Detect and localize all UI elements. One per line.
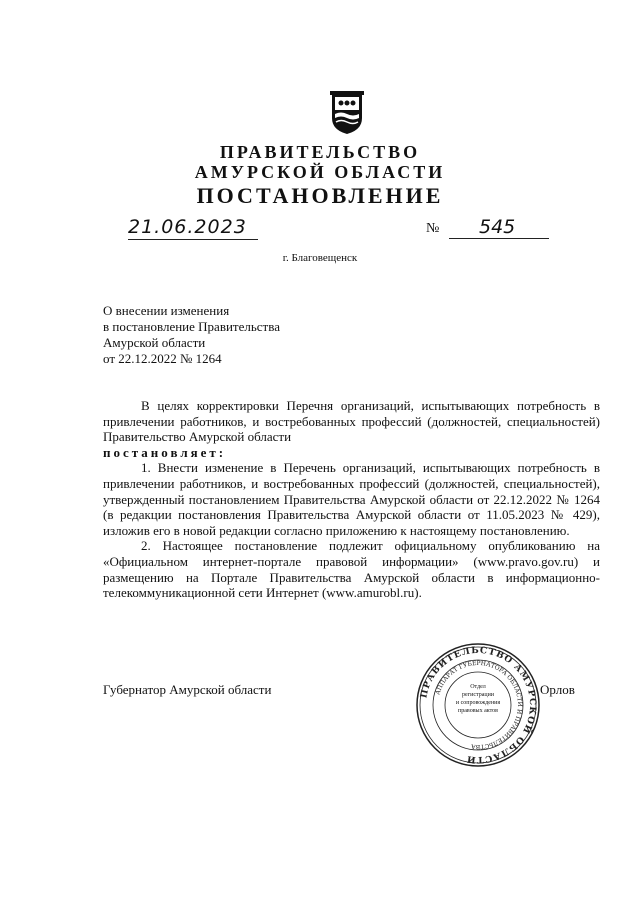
- item-2-paragraph: 2. Настоящее постановление подлежит официальному опубликованию на «Официальном интернет-портале правовой информации» (www.pravo.gov.ru) и размещению на Портале Правительства Амурской области в информационно-телекоммуникационной сети Интернет (www.amurobl.ru).: [103, 538, 600, 601]
- document-body: [103, 398, 600, 601]
- svg-text:АППАРАТ ГУБЕРНАТОРА ОБЛАСТИ И: АППАРАТ ГУБЕРНАТОРА ОБЛАСТИ И ПРАВИТЕЛЬСТВА: [434, 659, 524, 751]
- signatory-name: Орлов: [540, 682, 575, 697]
- number-label: №: [426, 221, 440, 236]
- subject-line: от 22.12.2022 № 1264: [103, 351, 222, 366]
- org-name-line2: АМУРСКОЙ ОБЛАСТИ: [194, 162, 446, 182]
- coat-of-arms-emblem: [326, 88, 368, 136]
- document-date: 21.06.2023: [128, 216, 258, 240]
- stamp-text-line: правовых актов: [458, 708, 498, 714]
- subject-line: Амурской области: [103, 335, 206, 350]
- document-subject: [103, 303, 280, 367]
- stamp-text-line: регистрации: [462, 692, 494, 698]
- subject-line: О внесении изменения: [103, 303, 230, 318]
- item-1-paragraph: 1. Внести изменение в Перечень организаций, испытывающих потребность в привлечении работников, и востребованных профессий (должностей, специальностей), утвержденный постановлением Правительства Амурской области от 22.12.2022 № 1264 (в редакции постановления Правительства Амурской области от 11.05.2023 № 429), изложив его в новой редакции согласно приложению к настоящему постановлению.: [103, 460, 600, 538]
- subject-line: в постановление Правительства: [103, 319, 280, 334]
- stamp-text-line: Отдел: [470, 684, 486, 690]
- preamble-paragraph: В целях корректировки Перечня организаций, испытывающих потребность в привлечении работников, и востребованных профессий (должностей, специальностей) Правительство Амурской области: [103, 398, 600, 445]
- document-number: 545: [449, 216, 549, 239]
- signatory-position: Губернатор Амурской области: [103, 682, 272, 697]
- city-line: г. Благовещенск: [282, 252, 358, 264]
- stamp-text-line: и сопровождения: [455, 700, 501, 706]
- org-name-line1: ПРАВИТЕЛЬСТВО: [219, 142, 421, 162]
- document-type: ПОСТАНОВЛЕНИЕ: [196, 183, 444, 208]
- svg-text:ПРАВИТЕЛЬСТВО АМУРСКОЙ ОБЛАСТИ: ПРАВИТЕЛЬСТВО АМУРСКОЙ ОБЛАСТИ: [419, 645, 538, 765]
- decree-word: постановляет:: [103, 444, 227, 460]
